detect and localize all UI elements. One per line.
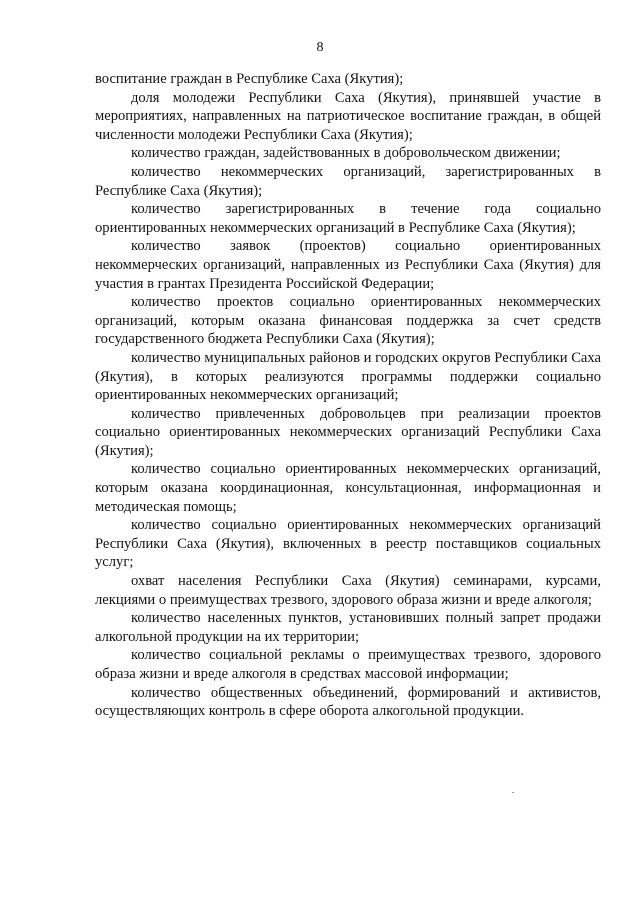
- page-number: 8: [316, 40, 324, 55]
- paragraph-indicator: количество привлеченных добровольцев при реализации проектов социально ориентированных некоммерческих организаций Республики Саха (Якутия);: [95, 405, 601, 459]
- scan-speck: [512, 792, 514, 793]
- paragraph-indicator: количество социально ориентированных некоммерческих организаций Республики Саха (Якутия), включенных в реестр поставщиков социальных услуг;: [95, 517, 601, 571]
- paragraph-indicator: количество заявок (проектов) социально ориентированных некоммерческих организаций, направленных из Республики Саха (Якутия) для участия в грантах Президента Российской Федерации;: [95, 238, 601, 292]
- paragraph-indicator: количество некоммерческих организаций, зарегистрированных в Республике Саха (Якутия);: [95, 163, 601, 199]
- paragraph-indicator: доля молодежи Республики Саха (Якутия), принявшей участие в мероприятиях, направленных на патриотическое воспитание граждан, в общей численности молодежи Республики Саха (Якутия);: [95, 89, 601, 143]
- paragraph-indicator: количество социальной рекламы о преимуществах трезвого, здорового образа жизни и вреде алкоголя в средствах массовой информации;: [95, 647, 601, 682]
- paragraph-indicator: количество населенных пунктов, установивших полный запрет продажи алкогольной продукции на их территории;: [95, 610, 601, 645]
- paragraph-indicator: количество граждан, задействованных в добровольческом движении;: [131, 145, 561, 162]
- paragraph-indicator: количество зарегистрированных в течение года социально ориентированных некоммерческих организаций в Республике Саха (Якутия);: [95, 201, 601, 236]
- paragraph-indicator: количество проектов социально ориентированных некоммерческих организаций, которым оказана финансовая поддержка за счет средств государственного бюджета Республики Саха (Якутия);: [95, 294, 601, 348]
- paragraph-continuation: воспитание граждан в Республике Саха (Якутия);: [95, 71, 404, 87]
- paragraph-indicator: количество общественных объединений, формирований и активистов, осуществляющих контроль в сфере оборота алкогольной продукции.: [95, 684, 601, 720]
- document-body: [95, 70, 601, 721]
- paragraph-indicator: количество муниципальных районов и городских округов Республики Саха (Якутия), в которых реализуются программы поддержки социально ориентированных некоммерческих организаций;: [95, 349, 601, 404]
- paragraph-indicator: охват населения Республики Саха (Якутия) семинарами, курсами, лекциями о преимуществах трезвого, здорового образа жизни и вреде алкоголя;: [95, 573, 601, 608]
- paragraph-indicator: количество социально ориентированных некоммерческих организаций, которым оказана координационная, консультационная, информационная и методическая помощь;: [95, 461, 601, 515]
